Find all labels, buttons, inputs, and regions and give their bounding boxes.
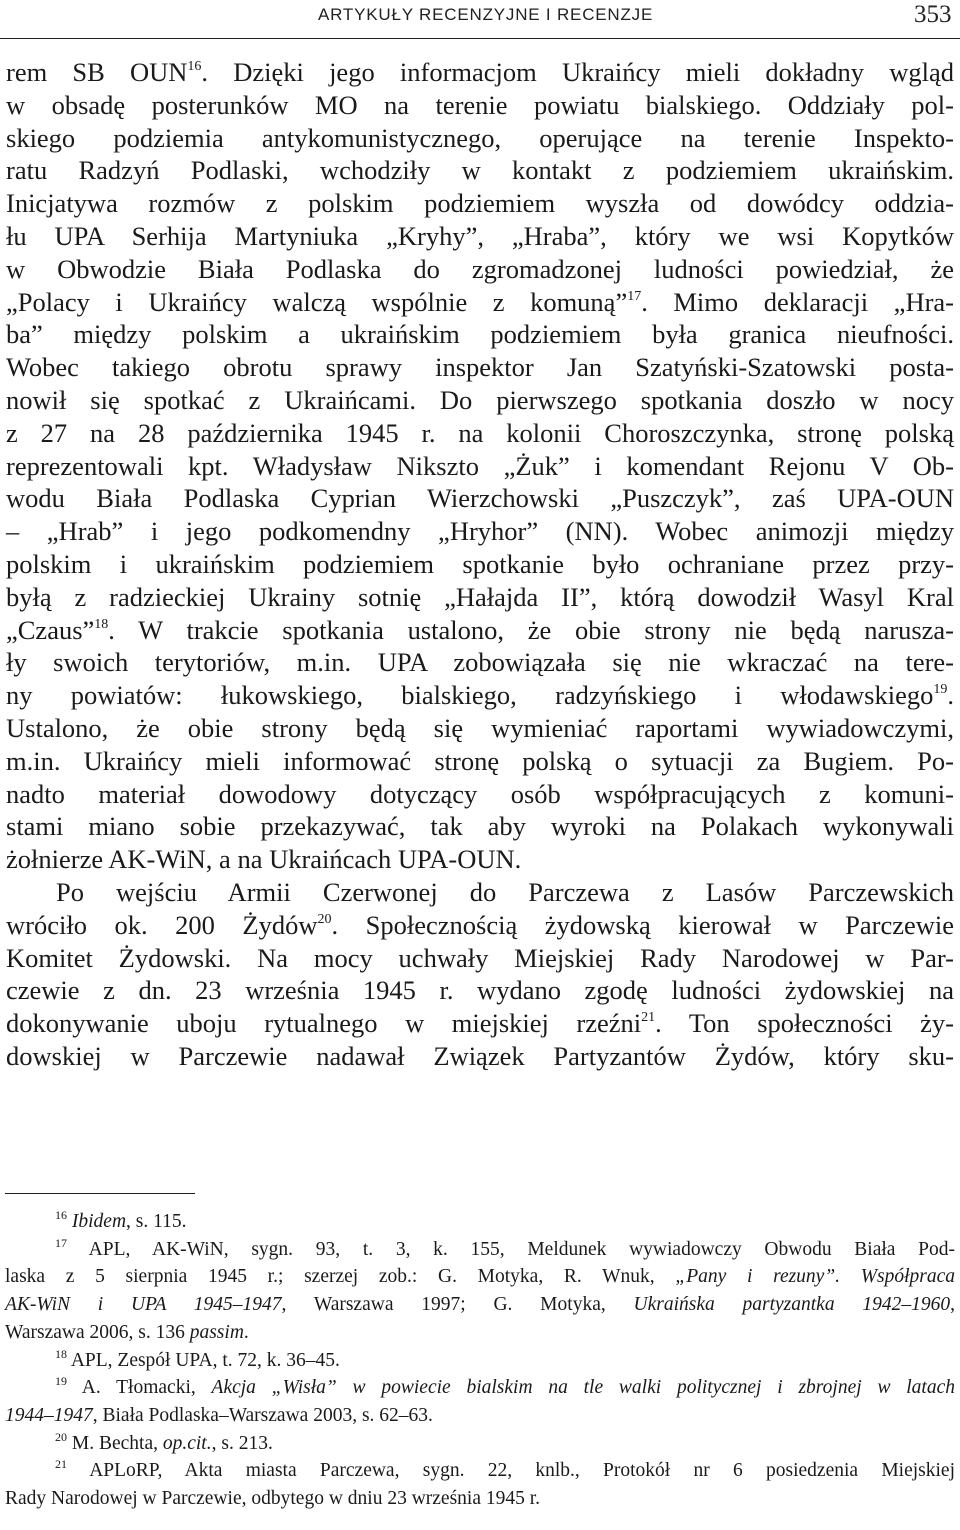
text-line: z 27 na 28 października 1945 r. na kolonii Choroszczynka, stronę polską xyxy=(6,417,954,448)
footnote-18: $^{18}$ APL, Zespół UPA, t. 72, k. 36–45. xyxy=(55,1346,340,1371)
text-line: Komitet Żydowski. Na mocy uchwały Miejskiej Rady Narodowej w Par- xyxy=(6,942,954,973)
text-line: skiego podziemia antykomunistycznego, operujące na terenie Inspekto- xyxy=(6,122,954,153)
footnote-17-cont: Warszawa 2006, s. 136 passim. xyxy=(5,1321,249,1343)
text-line: ratu Radzyń Podlaski, wchodziły w kontakt z podziemiem ukraińskim. xyxy=(6,155,954,186)
text-line: ny powiatów: łukowskiego, bialskiego, radzyńskiego i włodawskiego$^{19}$. xyxy=(6,680,954,711)
footnote-ref[interactable]: 21 xyxy=(641,1010,656,1026)
footnote-ref[interactable]: 20 xyxy=(317,911,332,927)
footnote-ref[interactable]: 18 xyxy=(94,616,109,632)
text-line: Ustalono, że obie strony będą się wymieniać raportami wywiadowczymi, xyxy=(6,712,954,743)
text-line: nadto materiał dowodowy dotyczący osób współpracujących z komuni- xyxy=(6,778,954,809)
footnotes xyxy=(5,1208,955,1513)
footnote-ref[interactable]: 19 xyxy=(933,682,948,698)
text-line: Wobec takiego obrotu sprawy inspektor Jan Szatyński-Szatowski posta- xyxy=(6,352,954,383)
text-line: łu UPA Serhija Martyniuka „Kryhy”, „Hraba”, który we wsi Kopytków xyxy=(6,220,954,251)
text-line: stami miano sobie przekazywać, tak aby wyroki na Polakach wykonywali xyxy=(6,811,954,842)
text-line: Po wejściu Armii Czerwonej do Parczewa z Lasów Parczewskich xyxy=(56,876,954,907)
text-line: w Obwodzie Biała Podlaska do zgromadzonej ludności powiedział, że xyxy=(6,253,954,284)
text-line: żołnierze AK-WiN, a na Ukraińcach UPA-OUN. xyxy=(6,844,522,875)
text-line: dowskiej w Parczewie nadawał Związek Partyzantów Żydów, który sku- xyxy=(6,1040,954,1071)
text-line: rem SB OUN$^{16}$. Dzięki jego informacjom Ukraińcy mieli dokładny wgląd xyxy=(6,57,954,87)
text-line: „Polacy i Ukraińcy walczą wspólnie z komuną”$^{17}$. Mimo deklaracji „Hra- xyxy=(6,286,954,317)
text-line: reprezentowali kpt. Władysław Nikszto „Żuk” i komendant Rejonu V Ob- xyxy=(6,450,954,481)
footnote-19-cont: 1944–1947, Biała Podlaska–Warszawa 2003, s. 62–63. xyxy=(5,1404,433,1426)
page-number: 353 xyxy=(914,1,952,28)
running-head: ARTYKUŁY RECENZYJNE I RECENZJE xyxy=(318,5,654,24)
text-line: „Czaus”$^{18}$. W trakcie spotkania ustalono, że obie strony nie będą narusza- xyxy=(6,614,954,645)
text-line: – „Hrab” i jego podkomendny „Hryhor” (NN). Wobec animozji między xyxy=(6,516,954,547)
text-line: byłą z radzieckiej Ukrainy sotnię „Hałajda II”, którą dowodził Wasyl Kral xyxy=(6,581,954,612)
footnote-17: $^{17}$ APL, AK-WiN, sygn. 93, t. 3, k. 155, Meldunek wywiadowczy Obwodu Biała Pod- xyxy=(55,1235,955,1260)
text-line: wodu Biała Podlaska Cyprian Wierzchowski „Puszczyk”, zaś UPA-OUN xyxy=(6,483,954,514)
footnote-ref[interactable]: 16 xyxy=(187,59,202,74)
page-header xyxy=(0,0,960,39)
text-line: czewie z dn. 23 września 1945 r. wydano zgodę ludności żydowskiej na xyxy=(6,975,954,1006)
footnote-16: $^{16}$ Ibidem, s. 115. xyxy=(55,1208,187,1232)
footnote-17-cont: AK-WiN i UPA 1945–1947, Warszawa 1997; G. Motyka, Ukraińska partyzantka 1942–1960, xyxy=(5,1294,955,1316)
footnote-21-cont: Rady Narodowej w Parczewie, odbytego w dniu 23 września 1945 r. xyxy=(5,1488,541,1510)
footnote-17-cont: laska z 5 sierpnia 1945 r.; szerzej zob.: G. Motyka, R. Wnuk, „Pany i rezuny”. Współpraca xyxy=(5,1266,955,1288)
text-line: ły swoich terytoriów, m.in. UPA zobowiązała się nie wkraczać na tere- xyxy=(6,647,954,678)
main-text xyxy=(6,56,954,1073)
footnote-19: $^{19}$ A. Tłomacki, Akcja „Wisła” w powiecie bialskim na tle walki politycznej i zbrojnej w latach xyxy=(55,1374,955,1399)
text-line: w obsadę posterunków MO na terenie powiatu bialskiego. Oddziały pol- xyxy=(6,89,954,120)
footnote-20: $^{20}$ M. Bechta, op.cit., s. 213. xyxy=(55,1429,273,1454)
footnote-divider xyxy=(5,1193,195,1194)
text-line: dokonywanie uboju rytualnego w miejskiej rzeźni$^{21}$. Ton społeczności ży- xyxy=(6,1008,954,1039)
text-line: nowił się spotkać z Ukraińcami. Do pierwszego spotkania doszło w nocy xyxy=(6,384,954,415)
text-line: m.in. Ukraińcy mieli informować stronę polską o sytuacji za Bugiem. Po- xyxy=(6,745,954,776)
footnote-ref[interactable]: 17 xyxy=(627,288,642,304)
text-line: Inicjatywa rozmów z polskim podziemiem wyszła od dowódcy oddzia- xyxy=(6,188,954,219)
text-line: polskim i ukraińskim podziemiem spotkanie było ochraniane przez przy- xyxy=(6,548,954,579)
text-line: wróciło ok. 200 Żydów$^{20}$. Społecznością żydowską kierował w Parczewie xyxy=(6,909,955,940)
footnote-21: $^{21}$ APLoRP, Akta miasta Parczewa, sygn. 22, knlb., Protokół nr 6 posiedzenia Miejskiej xyxy=(55,1457,955,1482)
text-line: ba” między polskim a ukraińskim podziemiem była granica nieufności. xyxy=(6,319,954,350)
